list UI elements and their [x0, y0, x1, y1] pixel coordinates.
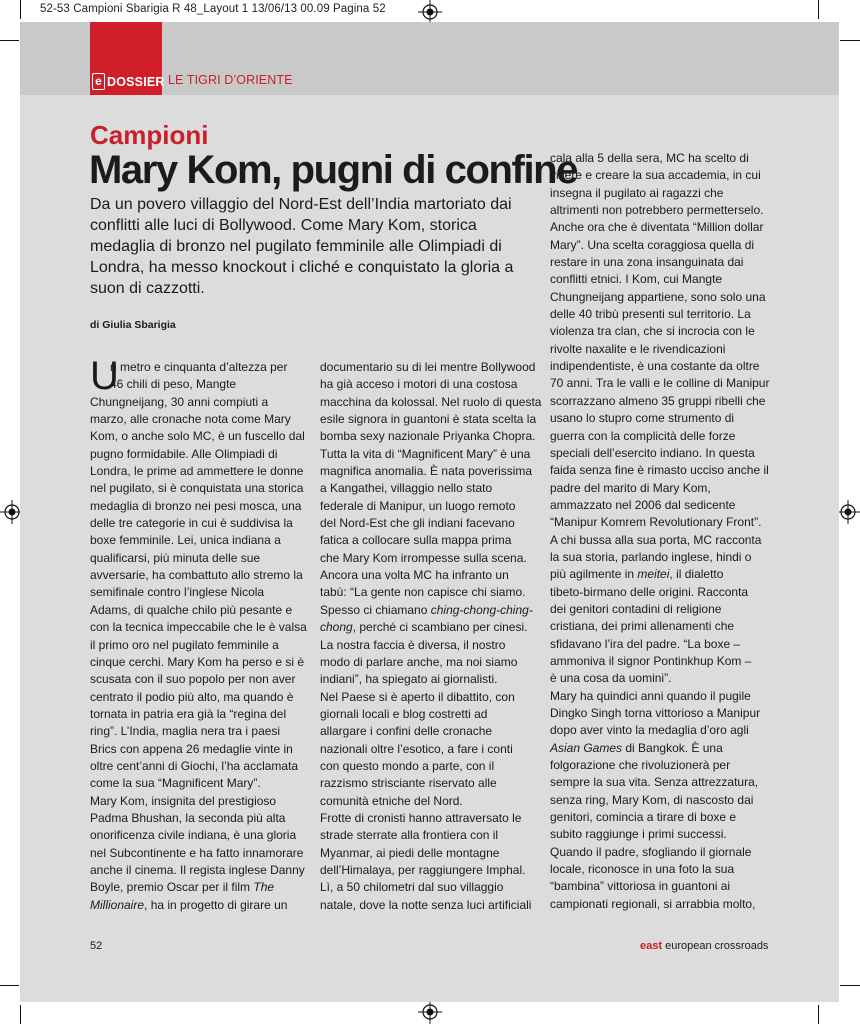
- article-kicker: Campioni: [90, 120, 209, 150]
- magazine-page: [20, 22, 839, 1002]
- dossier-label-group: [90, 73, 165, 90]
- text-line: usano lo stupro come strumento di: [550, 411, 735, 426]
- text-line: Ancora una volta MC ha infranto un: [320, 568, 509, 583]
- text-line: cinque cerchi. Mary Kom ha perso e si è: [90, 654, 305, 669]
- text-line: Myanmar, ai piedi delle montagne: [320, 845, 500, 860]
- text-line: Nel Paese si è aperto il dibattito, con: [320, 689, 515, 704]
- text-line: Lì, a 50 chilometri dal suo villaggio: [320, 880, 504, 895]
- text-line: guerra con la complicità delle forze: [550, 428, 736, 443]
- text-line: speciali dell’esercito indiano. In questa: [550, 445, 755, 460]
- text-line: Adams, di qualche chilo più pesante e: [90, 602, 293, 617]
- article-lead: Da un povero villaggio del Nord-Est dell’India martoriato dai conflitti alle luci di Bollywood. Come Mary Kom, storica medaglia di bronzo nel pugilato femminile alle Olimpiadi di Londra, ha messo knockout i cliché e conquistato la gloria a suon di cazzotti.: [90, 196, 514, 297]
- text-line: delle tre categorie in cui è suddivisa la: [90, 516, 293, 531]
- article-title: Mary Kom, pugni di confine: [89, 148, 578, 192]
- text-line: Padma Bhushan, la seconda più alta: [90, 810, 286, 825]
- text-line: 46 chili di peso, Mangte: [110, 377, 237, 392]
- text-line: documentario su di lei mentre Bollywood: [320, 360, 536, 374]
- text-column-2: [320, 359, 542, 914]
- text-line: Boyle, premio Oscar per il film The: [90, 880, 275, 895]
- text-line: restare in una zona insanguinata dai: [550, 255, 744, 270]
- text-line: nazionali oltre l’esotico, a fare i conti: [320, 741, 513, 756]
- text-line: con la tecnica impeccabile che le è valsa: [90, 620, 307, 635]
- text-line: faida senza fine è rimasto ucciso anche il: [550, 463, 769, 478]
- text-line: Mary”. Una scelta coraggiosa quella di: [550, 237, 755, 252]
- text-line: boxe femminile. Lei, unica indiana a: [90, 533, 281, 548]
- text-line: strade sterrate alla frontiera con il: [320, 828, 499, 843]
- text-line: cala alla 5 della sera, MC ha scelto di: [550, 151, 749, 165]
- text-line: bomba sexy nazionale Priyanka Chopra.: [320, 429, 536, 444]
- print-slug: 52-53 Campioni Sbarigia R 48_Layout 1 13/06/13 00.09 Pagina 52: [40, 3, 386, 15]
- page-number: 52: [90, 940, 103, 952]
- text-line: violenza tra clan, che si incrocia con le: [550, 324, 755, 339]
- text-line: magnifica anomalia. È nata poverissima: [320, 464, 533, 479]
- crop-mark: [840, 40, 860, 41]
- text-line: Brics con appena 26 medaglie vinte in: [90, 741, 293, 756]
- text-line: dopo aver vinto la medaglia d’oro agli: [550, 723, 749, 738]
- text-line: Mary Kom, insignita del prestigioso: [90, 793, 277, 808]
- text-line: che Mary Kom irrompesse sulla scena.: [320, 550, 527, 565]
- text-line: locale, riconosce in una foto la sua: [550, 862, 735, 877]
- text-line: Kom, o anche solo MC, è un fuscello dal: [90, 429, 305, 444]
- text-line: La nostra faccia è diversa, il nostro: [320, 637, 506, 652]
- text-line: più agilmente in meitei, il dialetto: [550, 567, 724, 582]
- text-line: Londra, le prime ad ammettere le donne: [90, 464, 304, 479]
- text-line: indipendentiste, è una costante da oltre: [550, 359, 760, 374]
- crop-mark: [0, 40, 19, 41]
- text-line: Millionaire, ha in progetto di girare un: [90, 897, 288, 912]
- text-line: Tutta la vita di “Magnificent Mary” è una: [320, 446, 531, 461]
- section-title: LE TIGRI D’ORIENTE: [168, 73, 293, 87]
- crop-mark: [818, 1005, 819, 1024]
- text-line: genitori, comincia a tirare di boxe e: [550, 810, 737, 825]
- text-line: del Nord-Est che gli indiani facevano: [320, 516, 515, 531]
- registration-mark-icon: [418, 0, 442, 24]
- text-line: Spesso ci chiamano ching-chong-ching-: [320, 602, 533, 617]
- text-line: pugno formidabile. Alle Olimpiadi di: [90, 446, 278, 461]
- crop-mark: [0, 985, 19, 986]
- text-line: a Kangathei, villaggio nello stato: [320, 481, 493, 496]
- text-line: federale di Manipur, un luogo remoto: [320, 498, 516, 513]
- text-column-1: [90, 359, 310, 914]
- text-line: semifinale contro l’inglese Nicola: [90, 585, 265, 600]
- text-line: come la sua “Magnificent Mary”.: [90, 776, 261, 791]
- text-line: razzismo strisciante riservato alle: [320, 776, 497, 791]
- text-line: onorificenza civile indiana, è una gloria: [90, 828, 297, 843]
- text-line: scusata con il suo popolo per non aver: [90, 672, 296, 687]
- text-line: medaglia di bronzo nei pesi mosca, una: [90, 498, 302, 513]
- text-line: “bambina” vittoriosa in guantoni ai: [550, 879, 731, 894]
- text-column-3: [550, 150, 782, 913]
- text-line: A chi bussa alla sua porta, MC racconta: [550, 532, 762, 547]
- text-line: ammazzato nel 2006 dal sedicente: [550, 497, 736, 512]
- text-line: padre del marito di Mary Kom,: [550, 480, 711, 495]
- text-line: nel pugilato, si è conquistata una storica: [90, 481, 304, 496]
- text-line: allargare i confini delle cronache: [320, 724, 493, 739]
- crop-mark: [20, 1005, 21, 1024]
- text-line: Chungneijang appartiene, sono solo una: [550, 289, 766, 304]
- text-line: ammoniva il signor Pontinkhup Kom –: [550, 653, 752, 668]
- text-line: vivere e creare la sua accademia, in cui: [550, 168, 761, 183]
- text-line: la sua storia, parlando inglese, hindi o: [550, 549, 752, 564]
- crop-mark: [20, 0, 21, 19]
- dossier-label: DOSSIER: [107, 74, 165, 89]
- text-line: subito raggiunge i primi successi.: [550, 827, 727, 842]
- text-line: Mary ha quindici anni quando il pugile: [550, 688, 751, 703]
- text-line: delle 40 tribù presenti sul territorio. La: [550, 307, 751, 322]
- text-line: Frotte di cronisti hanno attraversato le: [320, 810, 522, 825]
- registration-mark-icon: [836, 500, 860, 524]
- text-line: scorrazzano almeno 35 gruppi ribelli che: [550, 393, 766, 408]
- text-line: fatica a collocare sulla mappa prima: [320, 533, 512, 548]
- text-line: Dingko Singh torna vittorioso a Manipur: [550, 706, 761, 720]
- text-line: con questo mondo a parte, con il: [320, 758, 495, 773]
- text-line: tabù: “La gente non capisce chi siamo.: [320, 585, 526, 600]
- registration-mark-icon: [418, 1000, 442, 1024]
- text-line: tornata in patria era già la “regina del: [90, 706, 287, 721]
- text-line: altrimenti non potrebbero permetterselo.: [550, 203, 764, 218]
- text-line: conflitti etnici. I Kom, cui Mangte: [550, 272, 723, 287]
- text-line: indiani”, ha spiegato ai giornalisti.: [320, 672, 498, 687]
- footer-tagline: european crossroads: [665, 940, 769, 952]
- text-line: campionati regionali, si arrabbia molto,: [550, 896, 756, 911]
- text-line: sempre la sua vita. Senza attrezzatura,: [550, 775, 759, 790]
- text-line: Quando il padre, sfogliando il giornale: [550, 844, 752, 859]
- text-line: ha già acceso i motori di una costosa: [320, 377, 518, 392]
- text-line: macchina da kolossal. Nel ruolo di questa: [320, 394, 542, 409]
- text-line: dei genitori contadini di religione: [550, 601, 722, 616]
- text-line: è una cosa da uomini”.: [550, 671, 672, 686]
- text-line: insegna il pugilato ai ragazzi che: [550, 185, 724, 200]
- crop-mark: [818, 0, 819, 19]
- text-line: Anche ora che è diventata “Million dollar: [550, 220, 764, 235]
- text-line: nel Subcontinente e ha fatto innamorare: [90, 845, 304, 860]
- crop-mark: [840, 985, 860, 986]
- text-line: cristiana, dei primi allenamenti che: [550, 619, 735, 634]
- text-line: ring”. L’India, maglia nera tra i paesi: [90, 724, 281, 739]
- text-line: il primo oro nel pugilato femminile a: [90, 637, 279, 652]
- text-line: anche il cinema. Il regista inglese Danny: [90, 862, 305, 877]
- text-line: giornali locali e blog costretti ad: [320, 706, 488, 721]
- text-line: Asian Games di Bangkok. È una: [550, 740, 723, 755]
- text-line: natale, dove la notte senza luci artificiali: [320, 897, 532, 912]
- text-line: tibeto-birmano delle origini. Racconta: [550, 584, 749, 599]
- east-e-logo-icon: e: [92, 73, 105, 90]
- text-line: n metro e cinquanta d’altezza per: [110, 360, 288, 374]
- text-line: Chungneijang, 30 anni compiuti a: [90, 394, 269, 409]
- text-line: chong, perché ci scambiano per cinesi.: [320, 620, 528, 635]
- footer-brand: east: [640, 940, 663, 952]
- text-line: avversarie, ha combattuto allo stremo la: [90, 568, 303, 583]
- text-line: qualificarsi, più minuta delle sue: [90, 550, 261, 565]
- text-line: esile signora in guantoni è stata scelta la: [320, 412, 537, 427]
- text-line: sfidavano l’ira del padre. “La boxe –: [550, 636, 741, 651]
- drop-cap: U: [90, 354, 119, 398]
- text-line: 70 anni. Tra le valli e le colline di Manipur: [550, 376, 770, 391]
- text-line: dell’Himalaya, per raggiungere Imphal.: [320, 862, 526, 877]
- text-line: senza ring, Mary Kom, di nascosto dai: [550, 792, 754, 807]
- text-line: comunità etniche del Nord.: [320, 793, 463, 808]
- text-line: “Manipur Komrem Revolutionary Front”.: [550, 515, 762, 530]
- text-line: folgorazione che rivoluzionerà per: [550, 758, 731, 773]
- text-line: modo di parlare anche, ma noi siamo: [320, 654, 518, 669]
- magazine-footer: [640, 940, 768, 952]
- text-line: oltre cent’anni di Giochi, l’ha acclamata: [90, 758, 299, 773]
- text-line: marzo, alle cronache nota come Mary: [90, 412, 291, 427]
- text-line: centrato il podio più alto, ma quando è: [90, 689, 294, 704]
- text-line: rivolte naxalite e le rivendicazioni: [550, 341, 726, 356]
- article-byline: di Giulia Sbarigia: [90, 319, 176, 331]
